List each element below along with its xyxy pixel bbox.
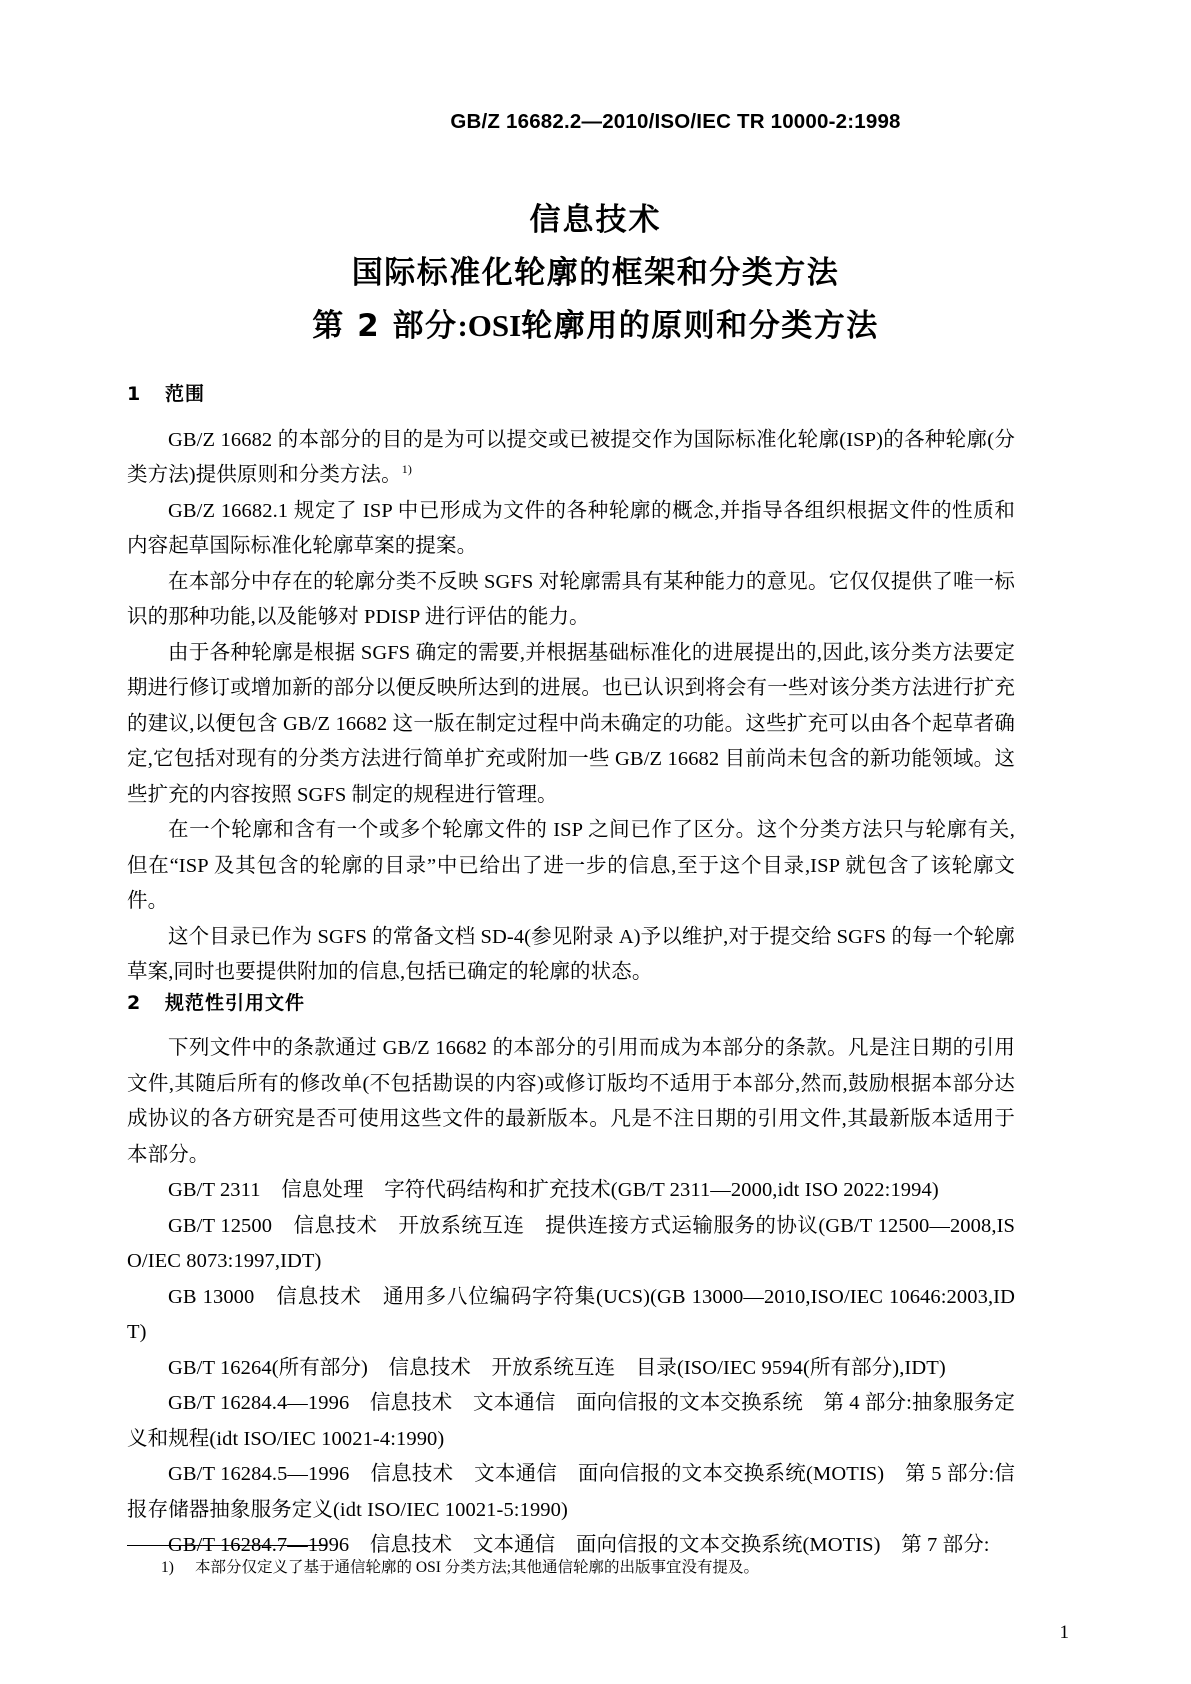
part-colon: : [457, 308, 468, 344]
footnote-ref-1: 1) [401, 462, 412, 477]
part-label: 第 2 部分 [312, 308, 458, 345]
footnote-zone [127, 1545, 1015, 1579]
part-latin-osi: OSI [467, 308, 522, 344]
section-title-2: 规范性引用文件 [165, 991, 306, 1014]
footnote-item [127, 1557, 1015, 1579]
document-body [127, 382, 1015, 1564]
paragraph [127, 423, 1015, 494]
footnote-text: 本部分仅定义了基于通信轮廓的 OSI 分类方法;其他通信轮廓的出版事宜没有提及。 [195, 1559, 760, 1576]
paragraph: 在本部分中存在的轮廓分类不反映 SGFS 对轮廓需具有某种能力的意见。它仅仅提供了唯一标识的那种功能,以及能够对 PDISP 进行评估的能力。 [127, 570, 1015, 629]
reference-entry: GB 13000 信息技术 通用多八位编码字符集(UCS)(GB 13000—2010,ISO/IEC 10646:2003,IDT) [127, 1285, 1015, 1344]
running-header [0, 110, 1191, 134]
section-heading-1 [127, 382, 1015, 407]
paragraph: 由于各种轮廓是根据 SGFS 确定的需要,并根据基础标准化的进展提出的,因此,该分类方法要定期进行修订或增加新的部分以便反映所达到的进展。也已认识到将会有一些对该分类方法进行扩充的建议,以便包含 GB/Z 16682 这一版在制定过程中尚未确定的功能。这些扩充可以由各个起草者确定,它包括对现有的分类方法进行简单扩充或附加一些 GB/Z 16682 目前尚未包含的新功能领域。这些扩充的内容按照 SGFS 制定的规程进行管理。 [127, 641, 1015, 806]
running-header-text: GB/Z 16682.2—2010/ISO/IEC TR 10000-2:1998 [450, 110, 901, 133]
footnote-marker: 1) [161, 1559, 174, 1576]
document-title-line-1: 信息技术 [529, 202, 662, 238]
paragraph: 下列文件中的条款通过 GB/Z 16682 的本部分的引用而成为本部分的条款。凡是注日期的引用文件,其随后所有的修改单(不包括勘误的内容)或修订版均不适用于本部分,然而,鼓励根据本部分达成协议的各方研究是否可使用这些文件的最新版本。凡是不注日期的引用文件,其最新版本适用于本部分。 [127, 1037, 1015, 1166]
document-title-line-3 [0, 304, 1191, 348]
reference-entry: GB/T 16284.5—1996 信息技术 文本通信 面向信报的文本交换系统(MOTIS) 第 5 部分:信报存储器抽象服务定义(idt ISO/IEC 10021-5:1990) [127, 1463, 1015, 1521]
section-number-1: 1 [127, 383, 142, 405]
paragraph: GB/Z 16682.1 规定了 ISP 中已形成为文件的各种轮廓的概念,并指导各组织根据文件的性质和内容起草国际标准化轮廓草案的提案。 [127, 499, 1015, 558]
section-number-2: 2 [127, 991, 142, 1014]
reference-entry: GB/T 2311 信息处理 字符代码结构和扩充技术(GB/T 2311—2000,idt ISO 2022:1994) [168, 1179, 939, 1202]
footnote-separator-rule [127, 1545, 327, 1546]
paragraph: 在一个轮廓和含有一个或多个轮廓文件的 ISP 之间已作了区分。这个分类方法只与轮廓有关,但在“ISP 及其包含的轮廓的目录”中已给出了进一步的信息,至于这个目录,ISP 就包含了该轮廓文件。 [127, 819, 1015, 913]
part-suffix: 轮廓用的原则和分类方法 [521, 308, 879, 345]
paragraph-text: GB/Z 16682 的本部分的目的是为可以提交或已被提交作为国际标准化轮廓(ISP)的各种轮廓(分类方法)提供原则和分类方法。 [127, 428, 1015, 487]
page-number: 1 [1059, 1622, 1069, 1643]
reference-entry: GB/T 16264(所有部分) 信息技术 开放系统互连 目录(ISO/IEC 9594(所有部分),IDT) [168, 1356, 946, 1379]
document-title-line-2: 国际标准化轮廓的框架和分类方法 [351, 255, 840, 292]
section-heading-2 [127, 991, 1015, 1016]
paragraph: 这个目录已作为 SGFS 的常备文档 SD-4(参见附录 A)予以维护,对于提交给 SGFS 的每一个轮廓草案,同时也要提供附加的信息,包括已确定的轮廓的状态。 [127, 925, 1015, 984]
title-block [0, 198, 1191, 348]
section-title-1: 范围 [165, 383, 206, 405]
reference-entry: GB/T 16284.4—1996 信息技术 文本通信 面向信报的文本交换系统 第 4 部分:抽象服务定义和规程(idt ISO/IEC 10021-4:1990) [127, 1392, 1015, 1450]
reference-entry: GB/T 16284.7—1996 信息技术 文本通信 面向信报的文本交换系统(MOTIS) 第 7 部分: [168, 1534, 990, 1557]
reference-entry: GB/T 12500 信息技术 开放系统互连 提供连接方式运输服务的协议(GB/T 12500—2008,ISO/IEC 8073:1997,IDT) [127, 1214, 1015, 1273]
